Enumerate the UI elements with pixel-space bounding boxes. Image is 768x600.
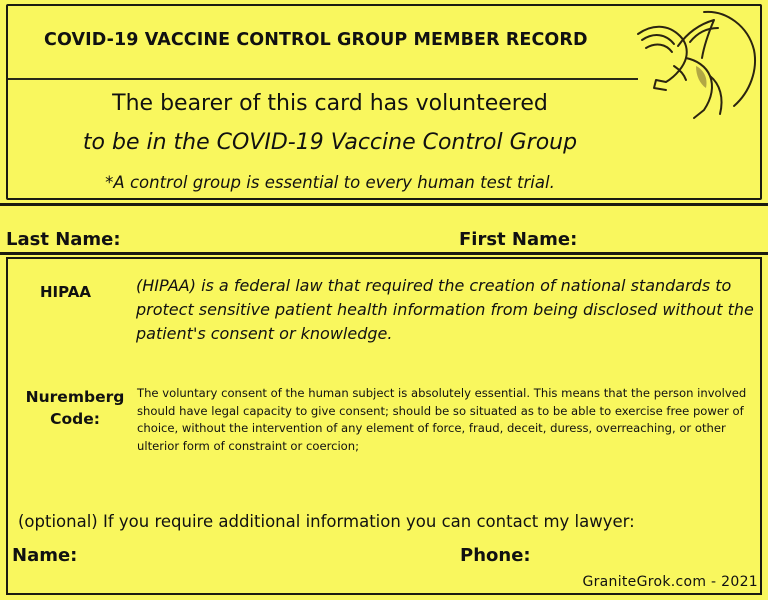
statement-line-2: to be in the COVID-19 Vaccine Control Group [82, 130, 578, 155]
footer-credit: GraniteGrok.com - 2021 [582, 574, 758, 590]
last-name-label: Last Name: [6, 229, 121, 250]
statement-line-1: The bearer of this card has volunteered [112, 91, 548, 116]
hipaa-label: HIPAA [40, 283, 91, 301]
lawyer-phone-label: Phone: [460, 545, 531, 566]
first-name-label: First Name: [459, 229, 578, 250]
statement-note: *A control group is essential to every human test trial. [105, 173, 555, 192]
card-title: COVID-19 VACCINE CONTROL GROUP MEMBER RECORD [44, 30, 588, 50]
lawyer-name-label: Name: [12, 545, 78, 566]
title-divider [8, 78, 638, 80]
nuremberg-code-label: Nuremberg Code: [25, 388, 125, 428]
hipaa-text: (HIPAA) is a federal law that required the creation of national standards to protect sensitive patient health information from being disclosed without the patient's consent or knowledge. [136, 276, 754, 343]
optional-contact-text: (optional) If you require additional information you can contact my lawyer: [18, 512, 635, 531]
nuremberg-code-text: The voluntary consent of the human subject is absolutely essential. This means that the person involved should have legal capacity to give consent; should be so situated as to be able to exercise free power of choice, without the intervention of any element of force, fraud, deceit, duress, overreaching, or other ulterior form of constraint or coercion; [137, 386, 747, 453]
